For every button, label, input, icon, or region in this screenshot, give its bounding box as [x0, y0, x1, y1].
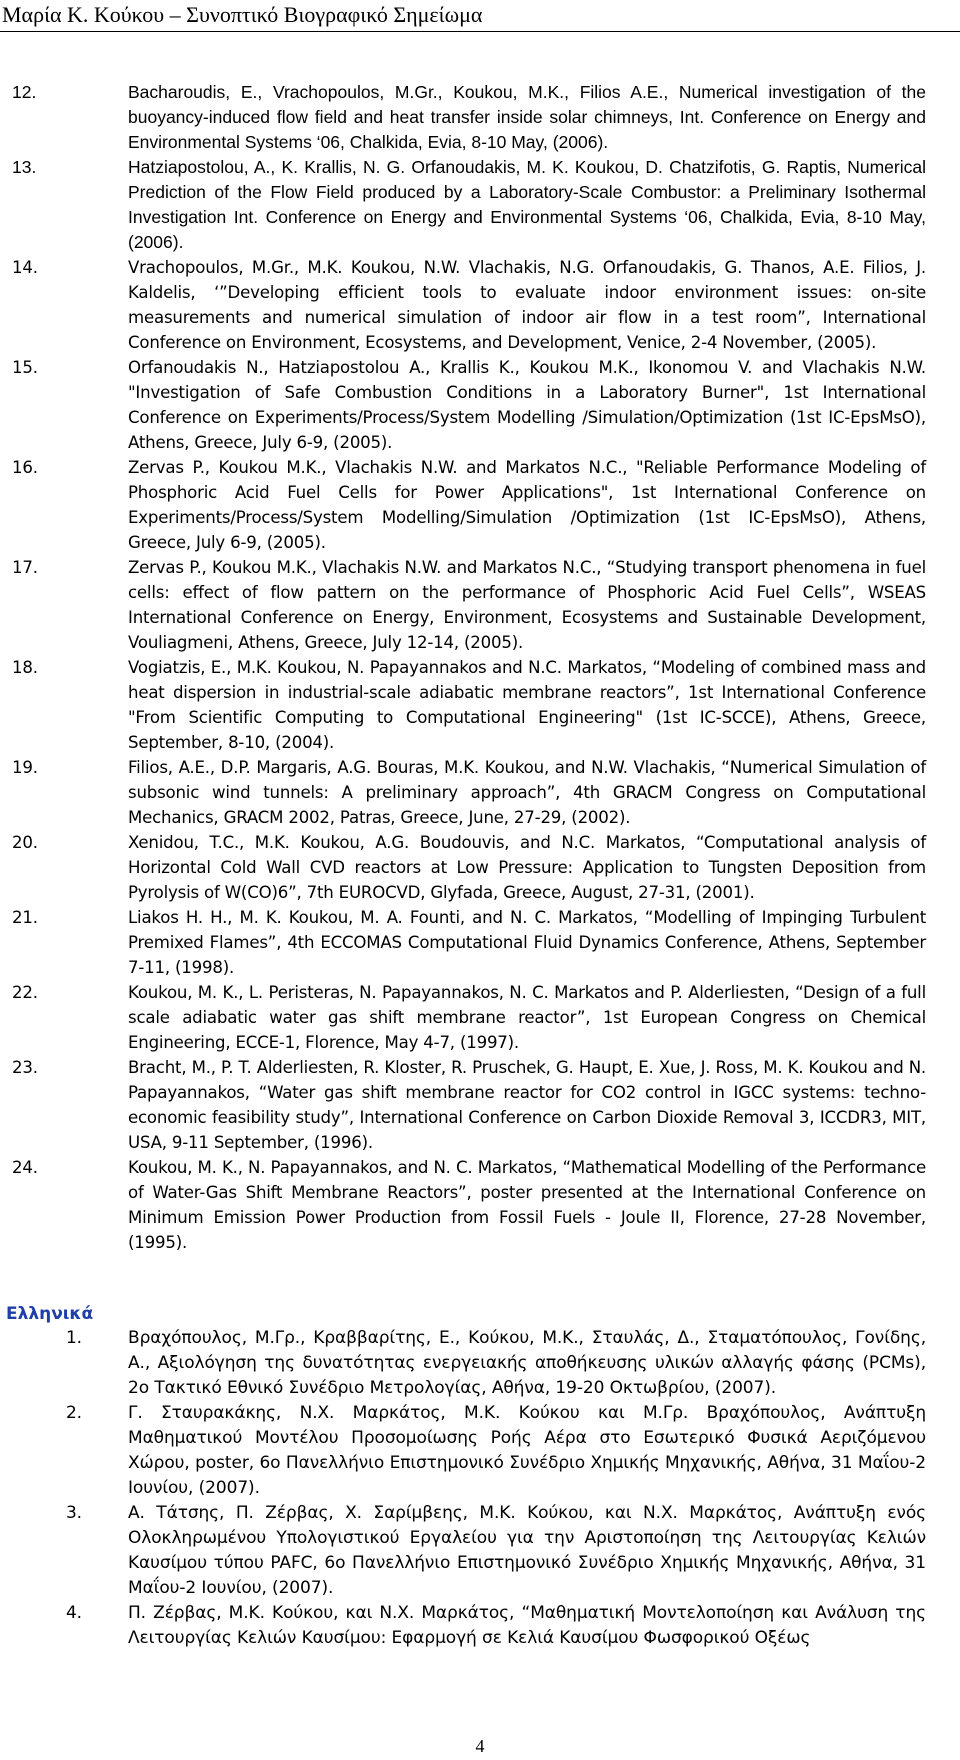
entry-number: 13.: [12, 157, 37, 177]
entry-citation: Liakos H. H., M. K. Koukou, M. A. Founti, and N. C. Markatos, “Modelling of Impinging Turbulent Premixed Flames”, 4th ECCOMAS Computational Fluid Dynamics Conference, Athens, September 7-11, (1998).: [128, 908, 926, 977]
page-header: [0, 0, 960, 32]
entry-number: 16.: [12, 458, 38, 477]
publication-entry: [0, 80, 960, 155]
entry-number: 2.: [65, 1403, 82, 1423]
publication-entry: [0, 1155, 960, 1255]
section-title-greek: Ελληνικά: [6, 1304, 94, 1324]
entry-number: 18.: [12, 658, 38, 677]
entry-number: 23.: [12, 1058, 38, 1077]
publication-entry: [0, 355, 960, 455]
entry-number: 12.: [12, 82, 37, 102]
entry-citation: Zervas P., Koukou M.K., Vlachakis N.W. and Markatos N.C., "Reliable Performance Modeling of Phosphoric Acid Fuel Cells for Power Applications", 1st International Conference on Experiments/Process/System Modelling/Simulation /Optimization (1st IC-EpsMsO), Athens, Greece, July 6-9, (2005).: [128, 458, 926, 552]
entry-citation: Hatziapostolou, A., K. Krallis, N. G. Orfanoudakis, M. K. Koukou, D. Chatzifotis, G. Raptis, Numerical Prediction of the Flow Field produced by a Laboratory-Scale Combustor: a Preliminary Isothermal Investigation Int. Conference on Energy and Environmental Systems ‘06, Chalkida, Evia, 8-10 May, (2006).: [128, 157, 926, 252]
entry-citation: Βραχόπουλος, Μ.Γρ., Κραββαρίτης, Ε., Κούκου, Μ.Κ., Σταυλάς, Δ., Σταματόπουλος, Γονίδης, Α., Αξιολόγηση της δυνατότητας ενεργειακής αποθήκευσης υλικών αλλαγής φάσης (PCMs), 2ο Τακτικό Εθνικό Συνέδριο Μετρολογίας, Αθήνα, 19-20 Οκτωβρίου, (2007).: [128, 1328, 926, 1398]
publication-entry: [0, 155, 960, 255]
publication-entry: [0, 1601, 960, 1651]
entry-citation: Filios, A.E., D.P. Margaris, A.G. Bouras, M.K. Koukou, and N.W. Vlachakis, “Numerical Simulation of subsonic wind tunnels: A preliminary approach”, 4th GRACM Congress on Computational Mechanics, GRACM 2002, Patras, Greece, June, 27-29, (2002).: [128, 758, 926, 827]
publication-entry: [0, 455, 960, 555]
entry-number: 19.: [12, 758, 38, 777]
greek-publication-list: [0, 1326, 960, 1651]
page-number: 4: [475, 1736, 485, 1756]
entry-citation: Α. Τάτσης, Π. Ζέρβας, Χ. Σαρίμβεης, Μ.Κ. Κούκου, και Ν.Χ. Μαρκάτος, Ανάπτυξη ενός Ολοκληρωμένου Υπολογιστικού Εργαλείου για την Αριστοποίηση της Λειτουργίας Κελιών Καυσίμου τύπου PAFC, 6ο Πανελλήνιο Επιστημονικό Συνέδριο Χημικής Μηχανικής, Αθήνα, 31 Μαΐου-2 Ιουνίου, (2007).: [128, 1503, 926, 1598]
entry-citation: Bacharoudis, E., Vrachopoulos, M.Gr., Koukou, M.K., Filios A.E., Numerical investigation of the buoyancy-induced flow field and heat transfer inside solar chimneys, Int. Conference on Energy and Environmental Systems ‘06, Chalkida, Evia, 8-10 May, (2006).: [128, 82, 926, 152]
publication-entry: [0, 1055, 960, 1155]
entry-citation: Koukou, M. K., L. Peristeras, N. Papayannakos, N. C. Markatos and P. Alderliesten, “Design of a full scale adiabatic water gas shift membrane reactor”, 1st European Congress on Chemical Engineering, ECCE-1, Florence, May 4-7, (1997).: [128, 983, 926, 1052]
entry-number: 17.: [12, 558, 38, 577]
publication-entry: [0, 755, 960, 830]
publication-entry: [0, 980, 960, 1055]
entry-citation: Xenidou, T.C., M.K. Koukou, A.G. Boudouvis, and N.C. Markatos, “Computational analysis of Horizontal Cold Wall CVD reactors at Low Pressure: Application to Tungsten Deposition from Pyrolysis of W(CO)6”, 7th EUROCVD, Glyfada, Greece, August, 27-31, (2001).: [128, 833, 926, 902]
entry-citation: Vogiatzis, E., M.K. Koukou, N. Papayannakos and N.C. Markatos, “Modeling of combined mass and heat dispersion in industrial-scale adiabatic membrane reactors”, 1st International Conference "From Scientific Computing to Computational Engineering" (1st IC-SCCE), Athens, Greece, September, 8-10, (2004).: [128, 658, 926, 752]
entry-number: 15.: [12, 358, 38, 377]
header-rule: [0, 31, 960, 32]
entry-citation: Zervas P., Koukou M.K., Vlachakis N.W. and Markatos N.C., “Studying transport phenomena in fuel cells: effect of flow pattern on the performance of Phosphoric Acid Fuel Cells”, WSEAS International Conference on Energy, Environment, Ecosystems and Sustainable Development, Vouliagmeni, Athens, Greece, July 12-14, (2005).: [128, 558, 926, 652]
entry-number: 22.: [12, 983, 38, 1002]
publication-entry: [0, 830, 960, 905]
entry-number: 14.: [12, 258, 38, 277]
publication-entry: [0, 1401, 960, 1501]
publication-entry: [0, 1501, 960, 1601]
publication-entry: [0, 1326, 960, 1401]
publication-entry: [0, 655, 960, 755]
entry-citation: Γ. Σταυρακάκης, Ν.Χ. Μαρκάτος, Μ.Κ. Κούκου και Μ.Γρ. Βραχόπουλος, Ανάπτυξη Μαθηματικού Μοντέλου Προσομοίωσης Ροής Αέρα στο Εσωτερικό Φυσικά Αεριζόμενου Χώρου, poster, 6ο Πανελλήνιο Επιστημονικό Συνέδριο Χημικής Μηχανικής, Αθήνα, 31 Μαΐου-2 Ιουνίου, (2007).: [128, 1403, 926, 1498]
entry-number: 21.: [12, 908, 38, 927]
publication-entry: [0, 905, 960, 980]
publication-entry: [0, 255, 960, 355]
english-publication-list: [0, 80, 960, 1255]
entry-number: 3.: [65, 1503, 82, 1523]
entry-citation: Bracht, M., P. T. Alderliesten, R. Kloster, R. Pruschek, G. Haupt, E. Xue, J. Ross, M. K. Koukou and N. Papayannakos, “Water gas shift membrane reactor for CO2 control in IGCC systems: techno-economic feasibility study”, International Conference on Carbon Dioxide Removal 3, ICCDR3, MIT, USA, 9-11 September, (1996).: [128, 1058, 926, 1152]
entry-citation: Orfanoudakis N., Hatziapostolou A., Krallis K., Koukou M.K., Ikonomou V. and Vlachakis N.W. "Investigation of Safe Combustion Conditions in a Laboratory Burner", 1st International Conference on Experiments/Process/System Modelling /Simulation/Optimization (1st IC-EpsMsO), Athens, Greece, July 6-9, (2005).: [128, 358, 926, 452]
publication-entry: [0, 555, 960, 655]
entry-number: 4.: [65, 1603, 82, 1623]
entry-number: 1.: [65, 1328, 82, 1348]
entry-number: 24.: [12, 1158, 38, 1177]
header-title: Μαρία Κ. Κούκου – Συνοπτικό Βιογραφικό Σημείωμα: [2, 2, 483, 27]
entry-citation: Π. Ζέρβας, Μ.Κ. Κούκου, και Ν.Χ. Μαρκάτος, “Μαθηματική Μοντελοποίηση και Ανάλυση της Λειτουργίας Κελιών Καυσίμου: Εφαρμογή σε Κελιά Καυσίμου Φωσφορικού Οξέως: [128, 1603, 926, 1648]
entry-citation: Koukou, M. K., N. Papayannakos, and N. C. Markatos, “Mathematical Modelling of the Performance of Water-Gas Shift Membrane Reactors”, poster presented at the International Conference on Minimum Emission Power Production from Fossil Fuels - Joule II, Florence, 27-28 November, (1995).: [128, 1158, 926, 1252]
entry-number: 20.: [12, 833, 38, 852]
entry-citation: Vrachopoulos, M.Gr., M.K. Koukou, N.W. Vlachakis, N.G. Orfanoudakis, G. Thanos, A.E. Filios, J. Kaldelis, ‘”Developing efficient tools to evaluate indoor environment issues: on-site measurements and numerical simulation of indoor air flow in a test room”, International Conference on Environment, Ecosystems, and Development, Venice, 2-4 November, (2005).: [128, 258, 926, 352]
